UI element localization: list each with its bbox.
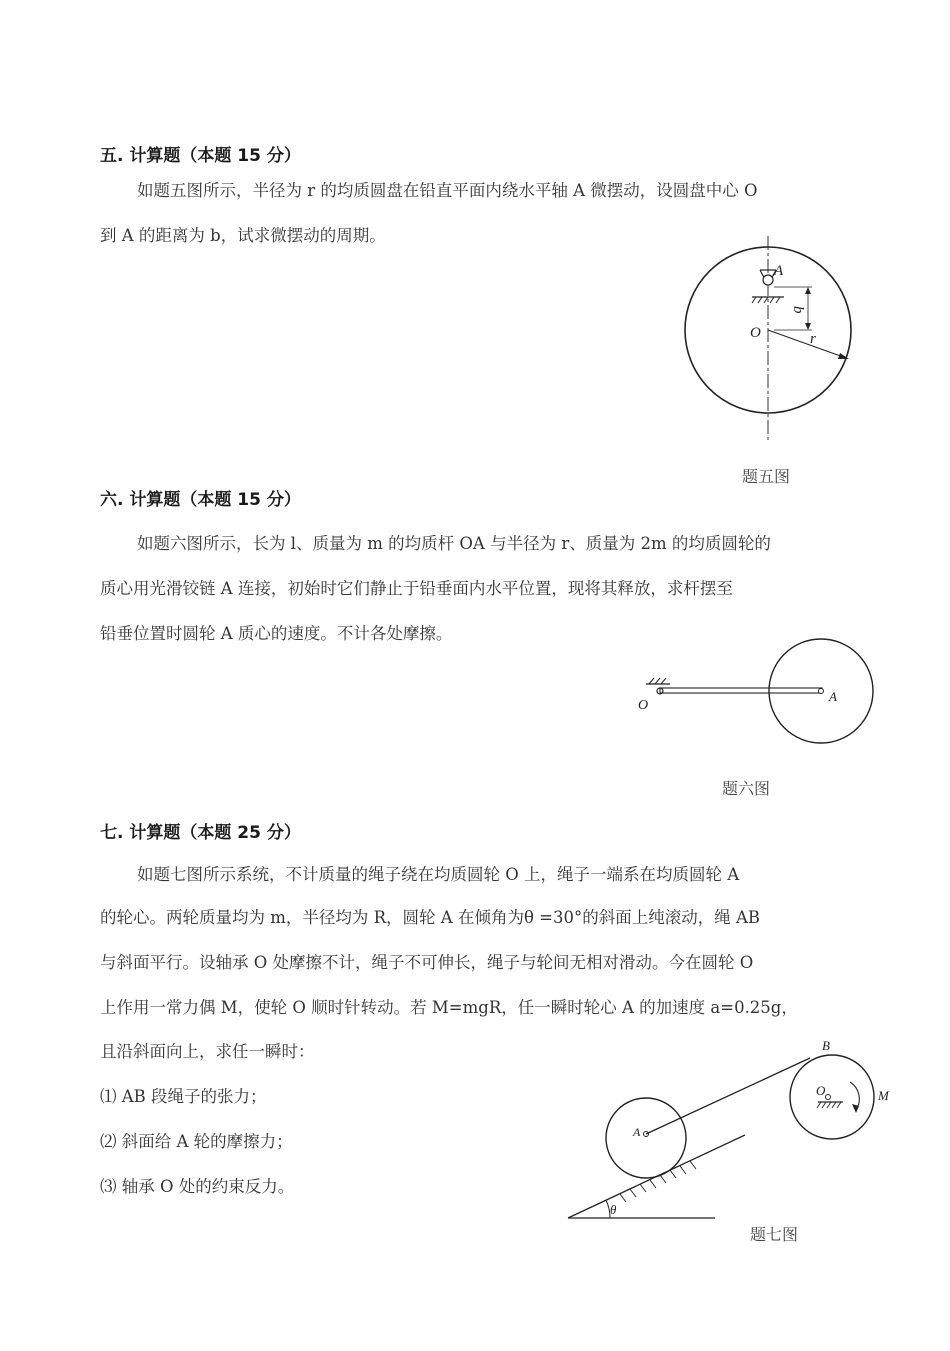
problem7-text-line5: 且沿斜面向上，求任一瞬时： [100,1042,315,1061]
problem5-text-line2: 到 A 的距离为 b，试求微摆动的周期。 [100,226,386,245]
disk-A [606,1098,686,1178]
label-A: A [829,689,837,704]
problem6-figure-caption: 题六图 [722,779,771,798]
radius-r-line [768,330,846,358]
problem7-text-line3: 与斜面平行。设轴承 O 处摩擦不计，绳子不可伸长，绳子与轮间无相对滑动。今在圆轮 O [100,953,754,972]
problem6-text-line3: 铅垂位置时圆轮 A 质心的速度。不计各处摩擦。 [100,624,453,643]
problem7-text-line1: 如题七图所示系统，不计质量的绳子绕在均质圆轮 O 上，绳子一端系在均质圆轮 A [137,865,740,884]
label-theta: θ [610,1202,617,1217]
problem7-text-line2: 的轮心。两轮质量均为 m，半径均为 R，圆轮 A 在倾角为θ =30°的斜面上纯滚动，绳 AB [100,908,760,927]
label-M: M [878,1088,889,1103]
dimension-b-arrow-up [805,287,811,294]
problem6-text-line2: 质心用光滑铰链 A 连接，初始时它们静止于铅垂面内水平位置，现将其释放，求杆摆至 [100,579,733,598]
label-A-disk: A [633,1125,641,1139]
problem5-text-line1: 如题五图所示，半径为 r 的均质圆盘在铅直平面内绕水平轴 A 微摆动，设圆盘中心 O [137,181,758,200]
problem5-heading: 五. 计算题（本题 15 分） [100,146,301,166]
problem5-figure [670,230,870,445]
problem7-text-line4: 上作用一常力偶 M，使轮 O 顺时针转动。若 M=mgR，任一瞬时轮心 A 的加速度 a=0.25g， [100,998,798,1017]
fixed-hinge-icon [646,678,670,694]
label-O: O [638,698,649,713]
label-B: B [822,1038,830,1053]
problem7-question2: ⑵ 斜面给 A 轮的摩擦力； [100,1132,293,1151]
problem7-figure [560,1030,905,1230]
hinge-A [819,689,824,694]
label-O: O [750,325,761,341]
incline-hatching [620,1161,696,1202]
problem6-text-line1: 如题六图所示，长为 l、质量为 m 的均质杆 OA 与半径为 r、质量为 2m 的均质圆轮的 [137,534,771,553]
problem6-figure [630,635,880,750]
wheel-O [790,1055,874,1139]
problem7-figure-caption: 题七图 [750,1225,799,1244]
problem6-heading: 六. 计算题（本题 15 分） [100,490,301,510]
problem5-figure-caption: 题五图 [742,467,791,486]
rod-OA [660,688,822,693]
rope-AB [646,1058,810,1134]
problem7-question1: ⑴ AB 段绳子的张力； [100,1087,267,1106]
problem7-heading: 七. 计算题（本题 25 分） [100,823,301,843]
label-A: A [774,263,784,279]
label-r: r [810,331,816,347]
label-O: O [816,1083,826,1098]
dimension-b-arrow-down [805,323,811,330]
problem7-question3: ⑶ 轴承 O 处的约束反力。 [100,1177,295,1196]
label-b: b [790,306,806,314]
